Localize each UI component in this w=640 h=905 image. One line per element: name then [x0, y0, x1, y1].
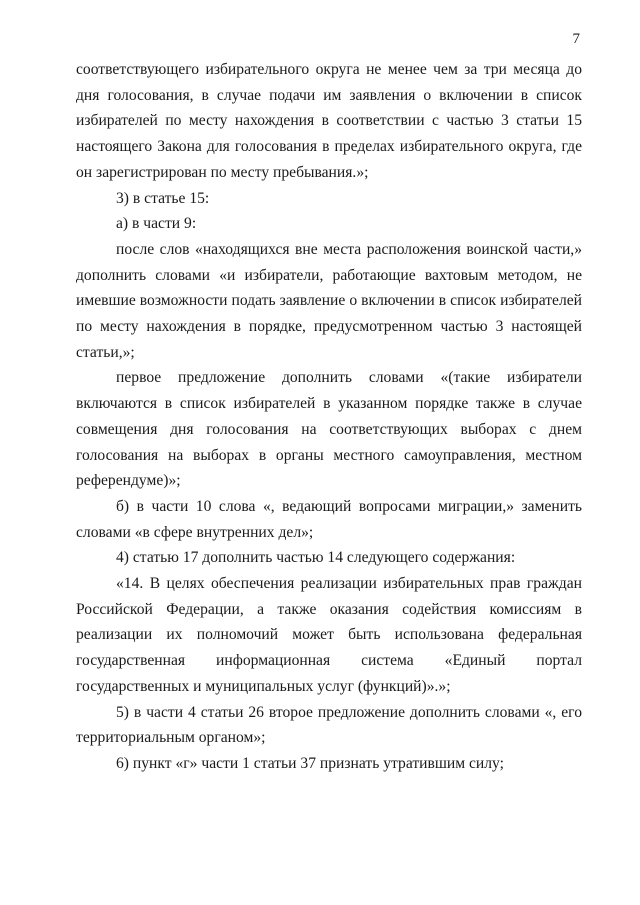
paragraph-item-6: 6) пункт «г» части 1 статьи 37 признать утратившим силу; — [116, 754, 504, 772]
page-number: 7 — [572, 31, 580, 47]
paragraph-item-3: 3) в статье 15: — [116, 189, 210, 207]
document-body — [76, 57, 582, 777]
paragraph-part-14: «14. В целях обеспечения реализации избирательных прав граждан Российской Федерации, а также оказания содействия комиссиям в реализации их полномочий может быть использована федеральная государственная информационная система «Единый портал государственных и муниципальных услуг (функций)».»; — [76, 575, 582, 695]
paragraph-item-4: 4) статью 17 дополнить частью 14 следующего содержания: — [116, 549, 516, 567]
paragraph-amendment-sentence: первое предложение дополнить словами «(такие избиратели включаются в список избирателей в указанном порядке также в случае совмещения дня голосования на соответствующих выборах с днем голосования на выборах в органы местного самоуправления, местном референдуме)»; — [76, 369, 582, 490]
paragraph-continuation: соответствующего избирательного округа не менее чем за три месяца до дня голосования, в случае подачи им заявления о включении в список избирателей по месту нахождения в соответствии с частью 3 статьи 15 настоящего Закона для голосования в пределах избирательного округа, где он зарегистрирован по месту пребывания.»; — [76, 61, 582, 181]
paragraph-amendment-words: после слов «находящихся вне места расположения воинской части,» дополнить словами «и избиратели, работающие вахтовым методом, не имевшие возможности подать заявление о включении в список избирателей по месту нахождения в порядке, предусмотренном частью 3 настоящей статьи,»; — [76, 240, 582, 361]
paragraph-item-5: 5) в части 4 статьи 26 второе предложение дополнить словами «, его территориальным органом»; — [76, 703, 582, 747]
paragraph-subitem-a: а) в части 9: — [116, 215, 197, 233]
paragraph-subitem-b: б) в части 10 слова «, ведающий вопросами миграции,» заменить словами «в сфере внутренних дел»; — [76, 497, 582, 541]
